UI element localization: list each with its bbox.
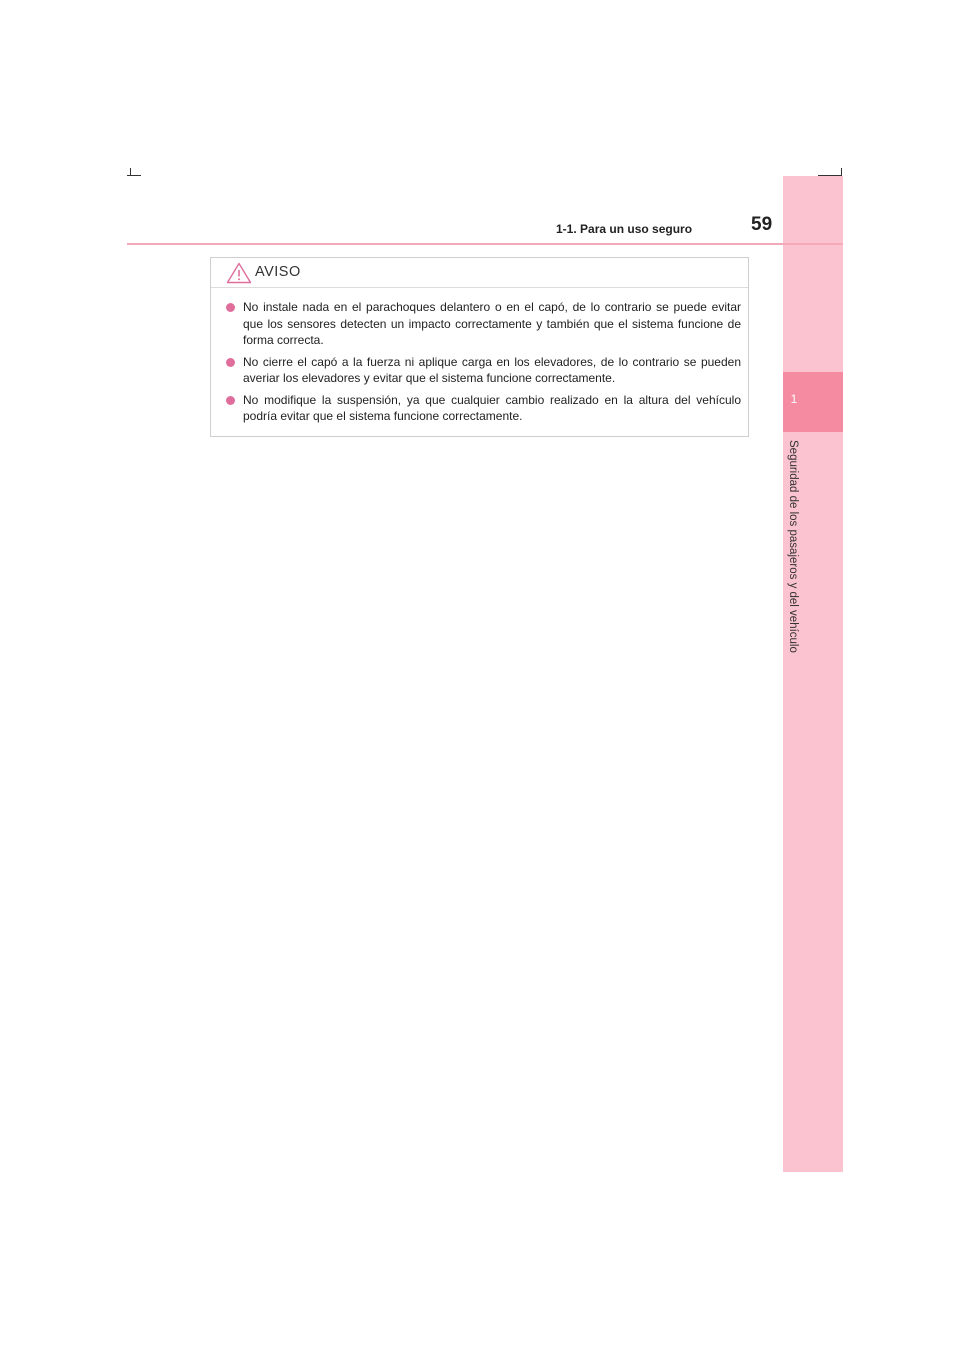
bullet-icon: [226, 303, 235, 312]
warning-item: [225, 299, 741, 349]
chapter-title: Seguridad de los pasajeros y del vehículo: [787, 440, 799, 653]
warning-item: [225, 392, 741, 425]
warning-item: [225, 354, 741, 387]
warning-item-text: No cierre el capó a la fuerza ni aplique carga en los elevadores, de lo contrario se pueden averiar los elevadores y evitar que el sistema funcione correctamente.: [243, 354, 741, 385]
warning-list: [211, 288, 748, 425]
page-number: 59: [751, 214, 773, 235]
warning-item-text: No modifique la suspensión, ya que cualquier cambio realizado en la altura del vehículo podría evitar que el sistema funcione correctamente.: [243, 392, 741, 423]
bullet-icon: [226, 396, 235, 405]
warning-box: [210, 257, 749, 437]
header-rule: [127, 243, 843, 245]
chapter-sidebar: [783, 176, 843, 1172]
warning-header: [211, 258, 748, 288]
warning-triangle-icon: [226, 262, 252, 284]
section-title: 1-1. Para un uso seguro: [556, 222, 693, 236]
warning-item-text: No instale nada en el parachoques delantero o en el capó, de lo contrario se puede evitar que los sensores detecten un impacto correctamente y también que el sistema funcione de forma correcta.: [243, 300, 741, 347]
bullet-icon: [226, 358, 235, 367]
crop-mark: [130, 168, 131, 176]
warning-title: AVISO: [255, 264, 301, 280]
chapter-number: 1: [790, 392, 798, 406]
